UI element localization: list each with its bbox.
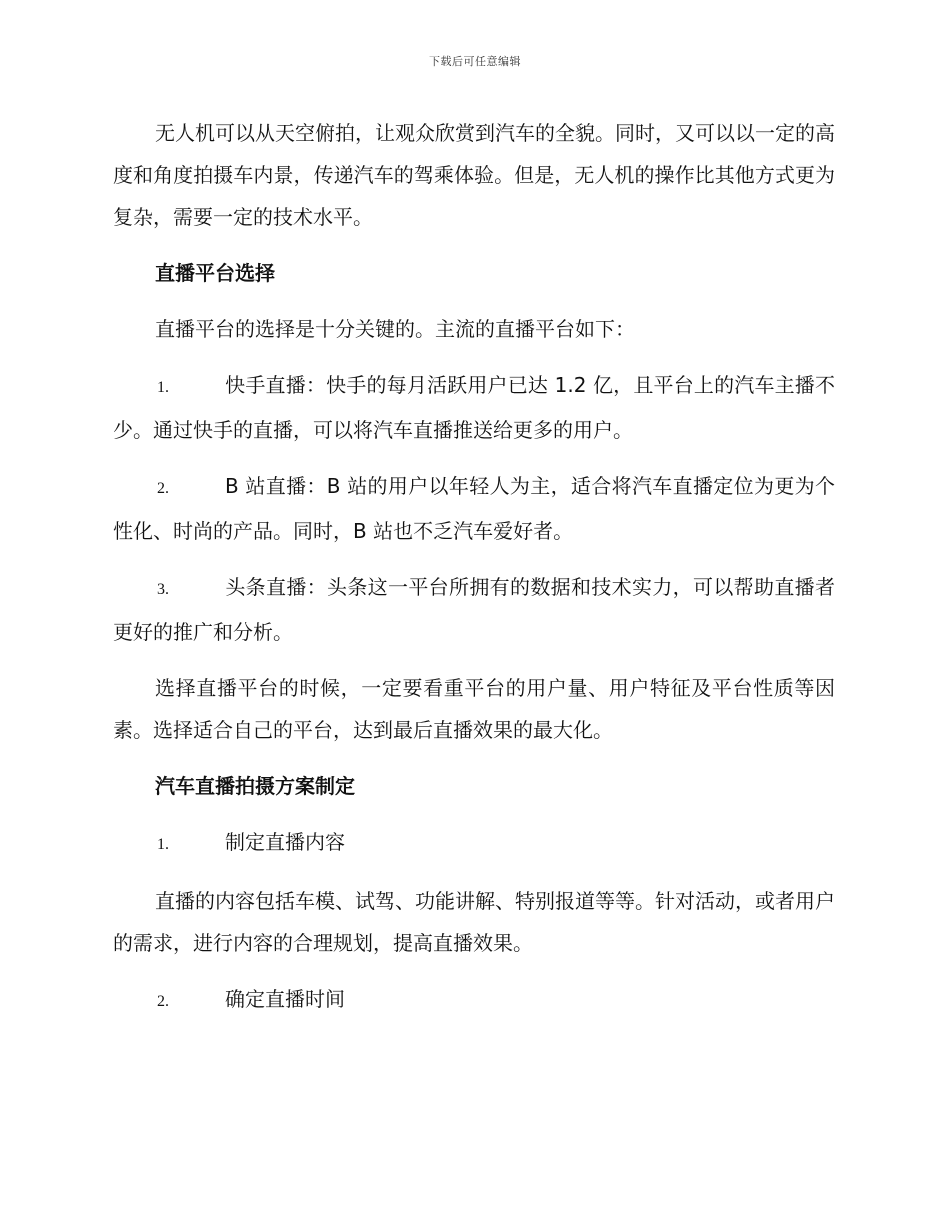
list-item-bilibili (113, 465, 835, 552)
paragraph-platform-intro: 直播平台的选择是十分关键的。主流的直播平台如下： (155, 317, 635, 341)
list-number: 2. (157, 993, 169, 1010)
page-header-note: 下载后可任意编辑 (429, 55, 521, 68)
list-item-time (113, 978, 835, 1023)
section-heading-plan: 汽车直播拍摄方案制定 (155, 774, 355, 798)
list-number: 1. (157, 836, 169, 853)
list-item-content (113, 821, 835, 866)
list-number: 2. (157, 480, 169, 497)
list-item-kuaishou (113, 364, 835, 451)
section-heading-platform: 直播平台选择 (155, 261, 275, 285)
list-item-toutiao (113, 566, 835, 653)
document-body (113, 112, 835, 1037)
paragraph-content: 直播的内容包括车模、试驾、功能讲解、特别报道等等。针对活动，或者用户的需求，进行内容的合理规划，提高直播效果。 (113, 889, 835, 955)
list-item-text: 制定直播内容 (225, 830, 345, 854)
list-item-text: 头条直播：头条这一平台所拥有的数据和技术实力，可以帮助直播者更好的推广和分析。 (113, 575, 835, 644)
list-item-text: 确定直播时间 (225, 987, 345, 1011)
list-number: 3. (157, 581, 169, 598)
list-number: 1. (157, 379, 169, 396)
paragraph-drone: 无人机可以从天空俯拍，让观众欣赏到汽车的全貌。同时，又可以以一定的高度和角度拍摄车内景，传递汽车的驾乘体验。但是，无人机的操作比其他方式更为复杂，需要一定的技术水平。 (113, 121, 835, 229)
list-item-text: 快手直播：快手的每月活跃用户已达 1.2 亿，且平台上的汽车主播不少。通过快手的直播，可以将汽车直播推送给更多的用户。 (113, 373, 835, 442)
list-item-text: B 站直播：B 站的用户以年轻人为主，适合将汽车直播定位为更为个性化、时尚的产品。同时，B 站也不乏汽车爱好者。 (113, 474, 835, 543)
paragraph-platform-choice: 选择直播平台的时候，一定要看重平台的用户量、用户特征及平台性质等因素。选择适合自己的平台，达到最后直播效果的最大化。 (113, 676, 835, 742)
